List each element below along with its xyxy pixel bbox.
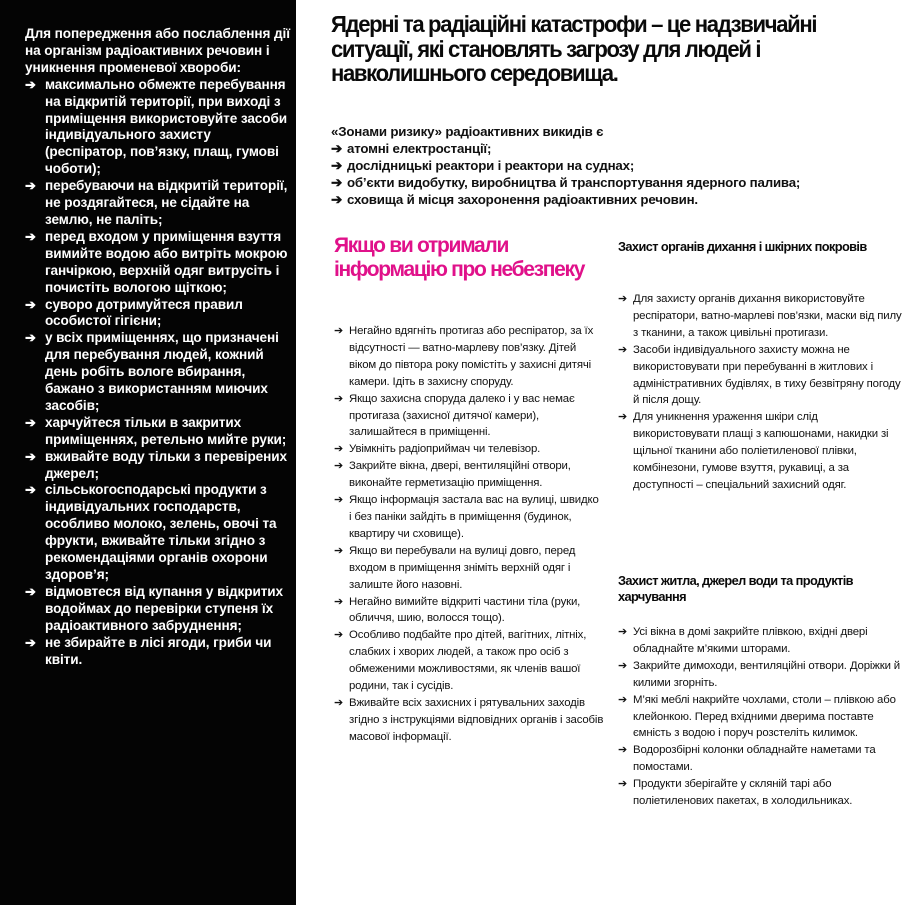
list-item	[618, 692, 903, 743]
page-headline: Ядерні та радіаційні катастрофи – це надзвичайні ситуації, які становлять загрозу для людей і навколишнього середовища.	[331, 11, 817, 86]
arrow-icon: ➔	[334, 460, 344, 473]
list-item-text: Закрийте димоходи, вентиляційні отвори. Доріжки й килими згорніть.	[633, 659, 901, 689]
arrow-icon: ➔	[618, 626, 628, 638]
list-item	[618, 342, 903, 410]
risk-zones-block	[331, 124, 901, 209]
list-item-text: сховища й місця захоронення радіоактивних речовин.	[347, 191, 698, 207]
list-item	[25, 330, 293, 415]
arrow-icon: ➔	[334, 325, 344, 337]
list-item	[618, 658, 903, 692]
list-item	[618, 742, 903, 776]
list-item-text: у всіх приміщеннях, що призначені для перебування людей, кожний день робіть вологе вбирання, бажано з використанням миючих засобів;	[45, 330, 279, 413]
list-item-text: Якщо інформація застала вас на вулиці, швидко і без паніки зайдіть в приміщення (будинок, квартиру чи сховище).	[349, 494, 599, 540]
list-item-text: Вживайте всіх захисних і рятувальних заходів згідно з інструкціями відповідних органів і засобів масової інформації.	[349, 696, 604, 743]
list-item	[25, 584, 293, 635]
list-item	[331, 158, 901, 175]
arrow-icon: ➔	[334, 494, 344, 507]
danger-section-title: Якщо ви отримали інформацію про небезпеку	[334, 234, 585, 281]
list-item	[331, 175, 901, 192]
list-item-text: Увімкніть радіоприймач чи телевізор.	[349, 443, 541, 456]
list-item	[334, 323, 604, 391]
list-item	[334, 627, 604, 695]
list-item	[334, 695, 604, 746]
list-item-text: Для уникнення ураження шкіри слід використовувати плащі з капюшонами, накидки зі щільної тканини або поліетиленової плівки, комбінезони, гумове взуття, рукавиці, а за доступності – спеціальний захисний одяг.	[633, 411, 889, 491]
arrow-icon: ➔	[25, 178, 36, 194]
list-item	[25, 297, 293, 331]
list-item-text: Водорозбірні колонки обладнайте наметами та помостами.	[633, 744, 876, 774]
list-item-text: перебуваючи на відкритій території, не роздягайтеся, не сідайте на землю, не паліть;	[45, 178, 288, 227]
list-item	[334, 391, 604, 442]
list-item-text: Для захисту органів дихання використовуйте респіратори, ватно-марлеві пов’язки, маски від пилу з тканини, а також цивільні протигази.	[633, 293, 902, 339]
list-item-text: суворо дотримуйтеся правил особистої гігієни;	[45, 296, 243, 329]
list-item	[25, 178, 293, 229]
arrow-icon: ➔	[25, 634, 36, 650]
list-item-text: перед входом у приміщення взуття вимийте водою або витріть мокрою ганчіркою, верхній одяг витрусіть і почистіть вологою щіткою;	[45, 228, 288, 295]
list-item-text: Засоби індивідуального захисту можна не використовувати при перебуванні в житлових і адміністративних будівлях, в тиху безвітряну погоду й після дощу.	[633, 343, 901, 407]
list-item	[25, 77, 293, 178]
list-item	[331, 141, 901, 158]
list-item-text: сільськогосподарські продукти з індивідуальних господарств, особливо молоко, зелень, овочі та фрукти, вживайте тільки згідно з рекомендаціями органів охорони здоров’я;	[45, 482, 277, 582]
list-item-text: Особливо подбайте про дітей, вагітних, літніх, слабких і хворих людей, а також про осіб з обмеженими можливостями, як членів вашої родини, так і сусідів.	[349, 629, 587, 693]
left-panel-intro: Для попередження або послаблення дії на організм радіоактивних речовин і уникнення променевої хвороби:	[25, 26, 290, 75]
arrow-icon: ➔	[25, 228, 36, 244]
list-item-text: Закрийте вікна, двері, вентиляційні отвори, виконайте герметизацію приміщення.	[349, 460, 571, 490]
list-item	[334, 594, 604, 628]
arrow-icon: ➔	[25, 414, 36, 430]
list-item-text: Негайно вимийте відкриті частини тіла (руки, обличчя, шию, волосся тощо).	[349, 595, 581, 625]
list-item	[25, 415, 293, 449]
list-item-text: об’єкти видобутку, виробництва й транспортування ядерного палива;	[347, 174, 801, 190]
arrow-icon: ➔	[334, 443, 344, 456]
list-item	[25, 449, 293, 483]
list-item	[334, 458, 604, 492]
list-item-text: атомні електростанції;	[347, 140, 492, 156]
housing-section-list	[618, 624, 903, 810]
list-item	[618, 409, 903, 494]
list-item-text: Якщо ви перебували на вулиці довго, перед входом в приміщення зніміть верхній одяг і залиште його назовні.	[349, 544, 576, 591]
arrow-icon: ➔	[334, 544, 344, 557]
list-item-text: М’які меблі накрийте чохлами, столи – плівкою або клейонкою. Перед вхідними дверима поставте ємність з водою і поруч розстеліть килимок.	[633, 693, 896, 740]
respiratory-section-title: Захист органів дихання і шкірних покровів	[618, 239, 867, 254]
list-item	[25, 482, 293, 583]
risk-zones-list	[331, 141, 901, 209]
respiratory-section-list	[618, 291, 903, 494]
list-item	[618, 291, 903, 342]
list-item-text: Продукти зберігайте у скляній тарі або поліетиленових пакетах, в холодильниках.	[633, 778, 853, 808]
housing-section-title: Захист житла, джерел води та продуктів харчування	[618, 573, 853, 604]
arrow-icon: ➔	[618, 293, 628, 305]
arrow-icon: ➔	[331, 191, 342, 207]
list-item	[334, 441, 604, 458]
list-item-text: не збирайте в лісі ягоди, гриби чи квіти.	[45, 634, 272, 667]
arrow-icon: ➔	[25, 330, 36, 346]
arrow-icon: ➔	[331, 140, 342, 156]
list-item-text: вживайте воду тільки з перевірених джерел;	[45, 448, 287, 481]
arrow-icon: ➔	[25, 76, 36, 92]
risk-zones-intro: «Зонами ризику» радіоактивних викидів є	[331, 124, 604, 139]
arrow-icon: ➔	[331, 174, 342, 190]
arrow-icon: ➔	[334, 696, 344, 709]
list-item	[618, 776, 903, 810]
list-item	[331, 192, 901, 209]
arrow-icon: ➔	[618, 693, 628, 706]
list-item	[618, 624, 903, 658]
arrow-icon: ➔	[25, 583, 36, 599]
list-item	[334, 543, 604, 594]
arrow-icon: ➔	[334, 629, 344, 642]
list-item-text: харчуйтеся тільки в закритих приміщеннях, ретельно мийте руки;	[45, 414, 287, 447]
arrow-icon: ➔	[618, 343, 628, 356]
list-item	[25, 229, 293, 297]
arrow-icon: ➔	[25, 448, 36, 464]
list-item-text: максимально обмежте перебування на відкритій території, при виході з приміщення використовуйте засоби індивідуального захисту (респіратор, пов’язку, плащ, гумові чоботи);	[45, 76, 287, 177]
list-item-text: Негайно вдягніть протигаз або респіратор, за їх відсутності — ватно-марлеву пов’язку. Дітей віком до півтора року помістіть у захисні дитячі камери. Ідіть в захисну споруду.	[349, 325, 594, 388]
danger-section-list	[334, 323, 604, 746]
arrow-icon: ➔	[618, 659, 628, 672]
left-panel	[0, 0, 296, 905]
list-item-text: Усі вікна в домі закрийте плівкою, вхідні двері обладнайте м’якими шторами.	[633, 626, 868, 655]
list-item-text: дослідницькі реактори і реактори на суднах;	[347, 157, 635, 173]
arrow-icon: ➔	[334, 392, 344, 405]
arrow-icon: ➔	[618, 778, 628, 791]
left-panel-list	[25, 77, 293, 669]
list-item-text: відмовтеся від купання у відкритих водоймах до перевірки ступеня їх радіоактивного забруднення;	[45, 583, 283, 633]
arrow-icon: ➔	[331, 157, 342, 173]
list-item-text: Якщо захисна споруда далеко і у вас немає протигаза (захисної дитячої камери), залишайтеся в приміщенні.	[349, 392, 575, 439]
list-item	[25, 635, 293, 669]
arrow-icon: ➔	[618, 744, 628, 757]
arrow-icon: ➔	[618, 411, 628, 424]
list-item	[334, 492, 604, 543]
arrow-icon: ➔	[25, 296, 36, 312]
left-panel-content	[25, 26, 293, 668]
arrow-icon: ➔	[25, 482, 36, 498]
arrow-icon: ➔	[334, 595, 344, 608]
